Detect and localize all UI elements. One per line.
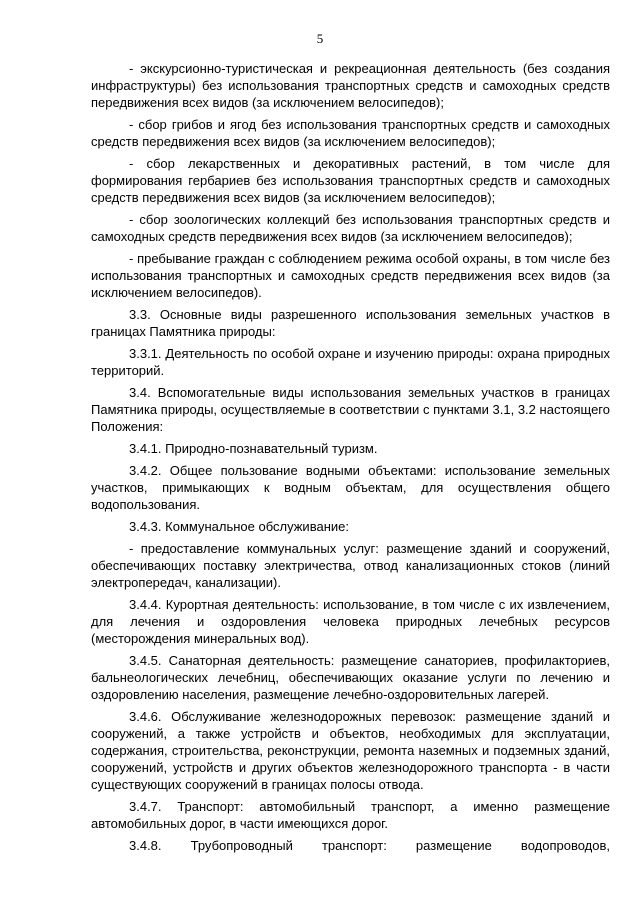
page-number: 5 bbox=[316, 31, 324, 46]
paragraph-3-4-8: 3.4.8. Трубопроводный транспорт: размещение водопроводов, bbox=[129, 838, 610, 853]
paragraph-3-3-1: 3.3.1. Деятельность по особой охране и изучению природы: охрана природных территорий. bbox=[91, 346, 610, 378]
document-body bbox=[91, 60, 610, 859]
paragraph-3-3: 3.3. Основные виды разрешенного использования земельных участков в границах Памятника природы: bbox=[91, 307, 610, 339]
paragraph-3-4-2: 3.4.2. Общее пользование водными объектами: использование земельных участков, примыкающих к водным объектам, для осуществления общего водопользования. bbox=[91, 463, 610, 512]
paragraph-3-4-7: 3.4.7. Транспорт: автомобильный транспорт, а именно размещение автомобильных дорог, в части имеющихся дорог. bbox=[91, 799, 610, 831]
paragraph-3-4-5: 3.4.5. Санаторная деятельность: размещение санаториев, профилакториев, бальнеологических лечебниц, обеспечивающих оказание услуги по лечению и оздоровлению населения, размещение лечебно-оздоровительных лагерей. bbox=[91, 653, 610, 702]
paragraph-3-4-1: 3.4.1. Природно-познавательный туризм. bbox=[129, 441, 378, 456]
paragraph-3-4-3: 3.4.3. Коммунальное обслуживание: bbox=[129, 519, 349, 534]
paragraph-bullet-zoological: - сбор зоологических коллекций без использования транспортных средств и самоходных средств передвижения всех видов (за исключением велосипедов); bbox=[91, 212, 610, 244]
paragraph-bullet-utilities: - предоставление коммунальных услуг: размещение зданий и сооружений, обеспечивающих поставку электричества, отвод канализационных стоков (линий электропередач, канализации). bbox=[91, 541, 610, 590]
paragraph-bullet-plants: - сбор лекарственных и декоративных растений, в том числе для формирования гербариев без использования транспортных средств и самоходных средств передвижения всех видов (за исключением велосипедов); bbox=[91, 156, 610, 205]
paragraph-bullet-excursion: - экскурсионно-туристическая и рекреационная деятельность (без создания инфраструктуры) без использования транспортных средств и самоходных средств передвижения всех видов (за исключением велосипедов); bbox=[91, 61, 610, 110]
paragraph-bullet-mushrooms: - сбор грибов и ягод без использования транспортных средств и самоходных средств передвижения всех видов (за исключением велосипедов); bbox=[91, 117, 610, 149]
paragraph-3-4-6: 3.4.6. Обслуживание железнодорожных перевозок: размещение зданий и сооружений, а также устройств и объектов, необходимых для эксплуатации, содержания, строительства, реконструкции, ремонта наземных и подземных зданий, сооружений, устройств и других объектов железнодорожного транспорта - в части существующих сооружений в границах полосы отвода. bbox=[91, 709, 610, 792]
paragraph-3-4: 3.4. Вспомогательные виды использования земельных участков в границах Памятника природы, осуществляемые в соответствии с пунктами 3.1, 3.2 настоящего Положения: bbox=[91, 385, 610, 434]
paragraph-bullet-presence: - пребывание граждан с соблюдением режима особой охраны, в том числе без использования транспортных и самоходных средств передвижения всех видов (за исключением велосипедов). bbox=[91, 251, 610, 300]
paragraph-3-4-4: 3.4.4. Курортная деятельность: использование, в том числе с их извлечением, для лечения и оздоровления человека природных лечебных ресурсов (месторождения минеральных вод). bbox=[91, 597, 610, 646]
